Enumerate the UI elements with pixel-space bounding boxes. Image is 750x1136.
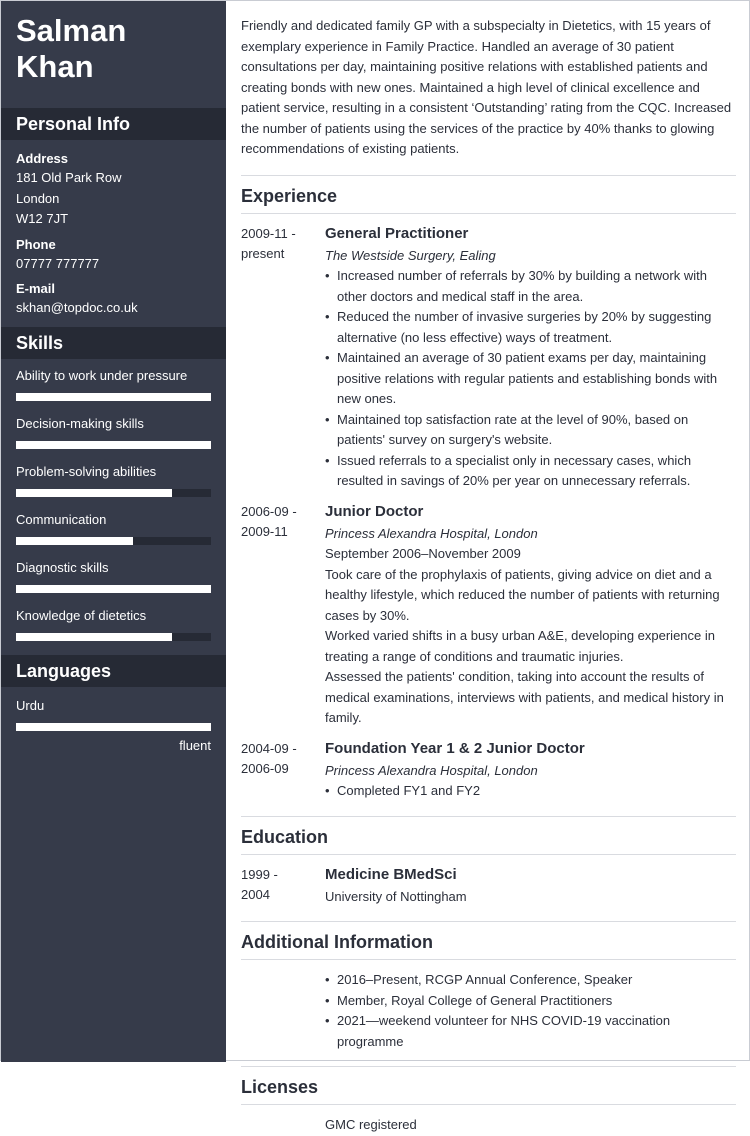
skill-item — [16, 559, 211, 593]
degree: Medicine BMedSci — [325, 865, 457, 883]
employer: Princess Alexandra Hospital, London — [325, 762, 538, 778]
personal-info — [1, 140, 226, 319]
entry-dates — [241, 224, 325, 492]
skill-item — [16, 607, 211, 641]
entry-dates — [241, 739, 325, 802]
language-level-bar — [16, 723, 211, 731]
address-label: Address — [16, 151, 69, 166]
main-content — [241, 1, 736, 1136]
list-item: • 2021—weekend volunteer for NHS COVID-19 vaccination programme — [325, 1011, 736, 1052]
job-title: General Practitioner — [325, 224, 469, 242]
education-entry — [241, 865, 736, 908]
first-name: Salman — [16, 13, 127, 48]
skill-item — [16, 367, 211, 401]
language-name: Urdu — [16, 697, 45, 713]
language-item — [16, 697, 211, 753]
email-group — [16, 280, 211, 319]
entry-dates — [241, 865, 325, 908]
phone-group — [16, 236, 211, 275]
candidate-name — [1, 1, 226, 85]
licenses-entry — [241, 1115, 736, 1136]
address-line: London — [16, 190, 60, 206]
skill-level-fill — [16, 393, 211, 401]
experience-entry — [241, 739, 736, 802]
date-end: present — [241, 246, 285, 261]
languages-list — [1, 687, 226, 753]
list-item: • Maintained an average of 30 patient exams per day, maintaining positive relations with regular patients and establishing bonds with new ones. — [325, 348, 736, 410]
skill-name: Communication — [16, 511, 107, 527]
skill-level-fill — [16, 537, 133, 545]
list-item: • Reduced the number of invasive surgeries by 20% by suggesting alternative (no less effective) ways of treatment. — [325, 307, 736, 348]
job-title: Junior Doctor — [325, 502, 424, 520]
skill-level-bar — [16, 537, 211, 545]
skill-name: Decision-making skills — [16, 415, 144, 431]
language-level-fill — [16, 723, 211, 731]
skill-level-fill — [16, 441, 211, 449]
skill-level-bar — [16, 393, 211, 401]
skill-item — [16, 511, 211, 545]
list-item: • Completed FY1 and FY2 — [325, 781, 736, 802]
entry-body — [325, 502, 736, 729]
skill-level-bar — [16, 585, 211, 593]
entry-body — [325, 224, 736, 492]
list-item: • Member, Royal College of General Practitioners — [325, 991, 736, 1012]
list-item: • 2016–Present, RCGP Annual Conference, Speaker — [325, 970, 736, 991]
entry-body — [325, 739, 736, 802]
list-item: • Issued referrals to a specialist only in necessary cases, which resulted in savings of 20% per year on unnecessary referrals. — [325, 451, 736, 492]
entry-dates — [241, 502, 325, 729]
list-item: • Maintained top satisfaction rate at the level of 90%, based on patients' survey on surgery's website. — [325, 410, 736, 451]
skill-level-bar — [16, 489, 211, 497]
experience-entry — [241, 502, 736, 729]
list-item: • Increased number of referrals by 30% by building a network with other doctors and medical staff in the area. — [325, 266, 736, 307]
achievement-list — [325, 781, 736, 802]
skill-name: Problem-solving abilities — [16, 463, 157, 479]
additional-list — [325, 970, 736, 1052]
education-section — [241, 816, 736, 908]
education-title: Education — [241, 827, 736, 855]
job-title: Foundation Year 1 & 2 Junior Doctor — [325, 739, 585, 757]
date-start: 2004-09 - — [241, 740, 297, 756]
employer: The Westside Surgery, Ealing — [325, 247, 496, 263]
experience-title: Experience — [241, 186, 736, 214]
skill-level-fill — [16, 585, 211, 593]
skill-name: Knowledge of dietetics — [16, 607, 147, 623]
skill-level-fill — [16, 633, 172, 641]
additional-title: Additional Information — [241, 932, 736, 960]
personal-info-header: Personal Info — [1, 108, 226, 140]
skill-name: Ability to work under pressure — [16, 367, 188, 383]
additional-section — [241, 921, 736, 1052]
skill-level-bar — [16, 441, 211, 449]
skill-item — [16, 463, 211, 497]
email-label: E-mail — [16, 281, 56, 296]
experience-entry — [241, 224, 736, 492]
language-level-label: fluent — [179, 737, 211, 753]
skill-level-bar — [16, 633, 211, 641]
school: University of Nottingham — [325, 888, 467, 904]
date-start: 2009-11 - — [241, 225, 296, 241]
last-name: Khan — [16, 49, 94, 84]
description-paragraph: Took care of the prophylaxis of patients, giving advice on diet and a healthy lifestyle, which reduced the number of patients with returning cases by 30%. — [325, 566, 720, 623]
description-paragraph: Assessed the patients' condition, taking into account the results of medical examinations, interviews with patients, and medical history in family. — [325, 669, 724, 725]
entry-body — [325, 970, 736, 1052]
date-end: 2004 — [241, 887, 270, 902]
skill-level-fill — [16, 489, 172, 497]
phone-label: Phone — [16, 236, 56, 252]
additional-entry — [241, 970, 736, 1052]
address-line: W12 7JT — [16, 211, 69, 226]
address-group — [16, 150, 211, 230]
employment-period: September 2006–November 2009 — [325, 546, 521, 561]
licenses-text: GMC registered — [325, 1117, 417, 1132]
profile-summary: Friendly and dedicated family GP with a subspecialty in Dietetics, with 15 years of exemplary experience in Family Practice. Handled an average of 30 patient consultations per day, maintaining positive relations with established patients and creating bonds with new ones. Maintained a high level of clinical excellence and patient service, resulting in a consistent ‘Outstanding’ rating from the CQC. Increased the number of patients using the services of the practice by 40% thanks to glowing recommendations of existing patients. — [241, 18, 732, 156]
skills-header: Skills — [1, 327, 226, 359]
licenses-section — [241, 1066, 736, 1136]
employer: Princess Alexandra Hospital, London — [325, 525, 538, 541]
date-start: 1999 - — [241, 866, 278, 882]
email-value: skhan@topdoc.co.uk — [16, 300, 138, 315]
phone-value: 07777 777777 — [16, 255, 100, 271]
skill-item — [16, 415, 211, 449]
entry-body — [325, 865, 736, 908]
skills-list — [1, 359, 226, 641]
date-end: 2009-11 — [241, 524, 288, 539]
date-end: 2006-09 — [241, 761, 289, 776]
experience-section — [241, 175, 736, 802]
sidebar — [1, 1, 226, 1062]
licenses-title: Licenses — [241, 1077, 736, 1105]
address-line: 181 Old Park Row — [16, 170, 122, 185]
achievement-list — [325, 266, 736, 492]
skill-name: Diagnostic skills — [16, 559, 109, 575]
languages-header: Languages — [1, 655, 226, 687]
description-paragraph: Worked varied shifts in a busy urban A&E, developing experience in treating a range of conditions and traumatic injuries. — [325, 628, 715, 664]
date-start: 2006-09 - — [241, 503, 297, 519]
